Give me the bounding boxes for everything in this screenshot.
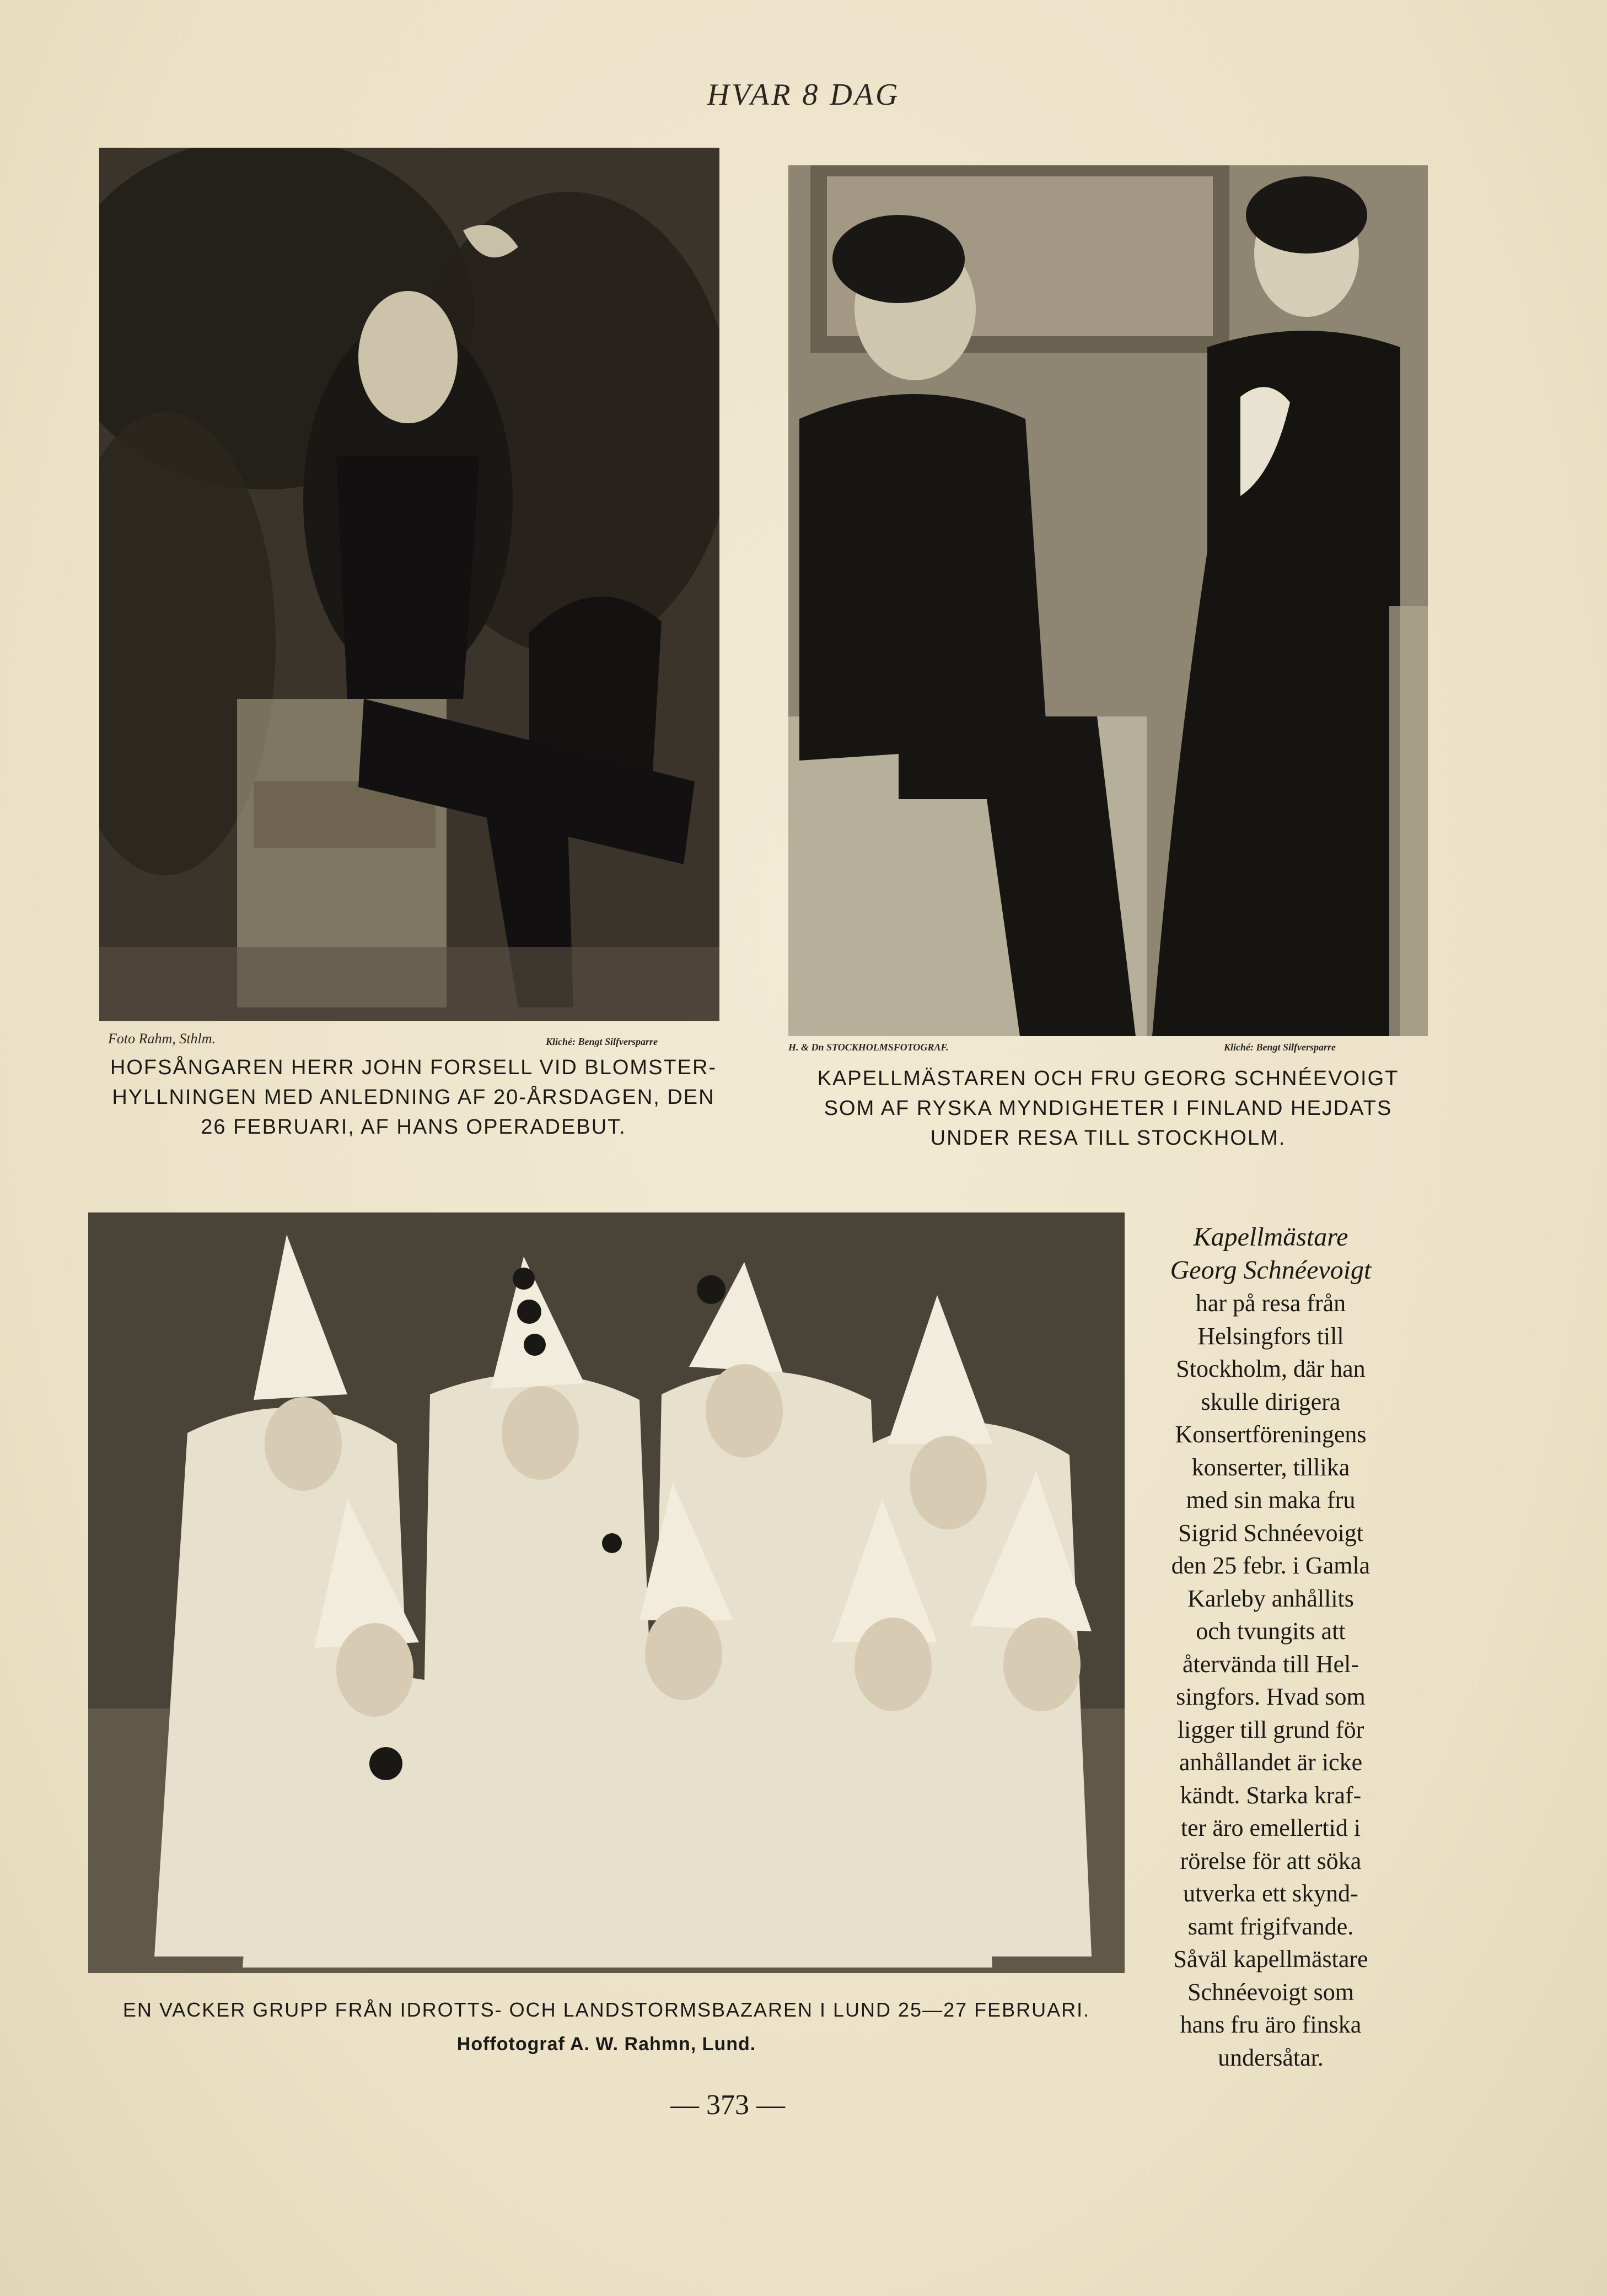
article-heading-line-2: Georg Schnéevoigt [1170, 1255, 1372, 1285]
page-header: HVAR 8 DAG [707, 78, 900, 112]
photo-bazar-group-caption: EN VACKER GRUPP FRÅN IDROTTS- OCH LANDSTORMSBAZAREN I LUND 25—27 FEBRUARI. [122, 1998, 1090, 2021]
article-line: singfors. Hvad som [1176, 1683, 1366, 1710]
photo-schneevoigt [788, 165, 1428, 1036]
article-line: ligger till grund för [1177, 1716, 1364, 1743]
article-line: Såväl kapellmästare [1173, 1945, 1368, 1972]
photo-schneevoigt-caption [761, 1064, 1455, 1153]
article-line: Konsertföreningens [1175, 1421, 1367, 1448]
article-line: undersåtar. [1218, 2044, 1324, 2071]
article-line: hans fru äro finska [1180, 2011, 1362, 2038]
article-schneevoigt [1141, 1221, 1400, 2074]
article-line: ter äro emellertid i [1180, 1814, 1361, 1841]
article-line: samt frigifvande. [1187, 1912, 1354, 1940]
photo-bazar-group-image [88, 1212, 1125, 1973]
article-line: har på resa från [1195, 1290, 1346, 1317]
photo-forsell-caption-line-1: HOFSÅNGAREN HERR JOHN FORSELL VID BLOMSTER- [110, 1056, 717, 1079]
photo-schneevoigt-caption-line-3: UNDER RESA TILL STOCKHOLM. [930, 1127, 1286, 1150]
article-line: återvända till Hel- [1182, 1650, 1359, 1678]
article-line: Helsingfors till [1197, 1322, 1344, 1350]
photo-bazar-group [88, 1212, 1125, 1973]
article-line: Stockholm, där han [1176, 1355, 1366, 1382]
photo-forsell-image [99, 148, 719, 1021]
article-line: utverka ett skynd- [1183, 1880, 1358, 1907]
photo-forsell-caption-line-3: 26 FEBRUARI, AF HANS OPERADEBUT. [201, 1115, 626, 1139]
article-line: Sigrid Schnéevoigt [1178, 1519, 1364, 1546]
photo-forsell-credit-right: Kliché: Bengt Silfversparre [546, 1036, 658, 1047]
article-line: och tvungits att [1196, 1618, 1346, 1645]
article-line: rörelse för att söka [1180, 1847, 1362, 1874]
photo-forsell [99, 148, 719, 1021]
page-number: — 373 — [670, 2089, 785, 2121]
article-line: skulle dirigera [1201, 1388, 1341, 1415]
photo-schneevoigt-caption-line-1: KAPELLMÄSTAREN OCH FRU GEORG SCHNÉEVOIGT [817, 1067, 1399, 1090]
article-line: Schnéevoigt som [1187, 1978, 1354, 2006]
article-line: konserter, tillika [1191, 1453, 1350, 1481]
photo-schneevoigt-image [788, 165, 1428, 1036]
photo-forsell-caption [88, 1053, 739, 1142]
article-line: anhållandet är icke [1179, 1749, 1363, 1776]
article-line: med sin maka fru [1186, 1486, 1356, 1513]
photo-schneevoigt-caption-line-2: SOM AF RYSKA MYNDIGHETER I FINLAND HEJDATS [824, 1097, 1393, 1120]
photo-forsell-credit-left: Foto Rahm, Sthlm. [108, 1031, 216, 1047]
photo-forsell-caption-line-2: HYLLNINGEN MED ANLEDNING AF 20-ÅRSDAGEN, DEN [112, 1086, 715, 1109]
article-line: Karleby anhållits [1187, 1584, 1354, 1612]
photo-bazar-group-credit: Hoffotograf A. W. Rahmn, Lund. [456, 2034, 756, 2055]
article-line: kändt. Starka kraf- [1180, 1781, 1362, 1809]
article-heading-line-1: Kapellmästare [1193, 1222, 1348, 1252]
article-line: den 25 febr. i Gamla [1171, 1552, 1370, 1579]
photo-schneevoigt-credit-right: Kliché: Bengt Silfversparre [1224, 1042, 1336, 1053]
photo-schneevoigt-credit-left: H. & Dn STOCKHOLMSFOTOGRAF. [788, 1042, 949, 1053]
